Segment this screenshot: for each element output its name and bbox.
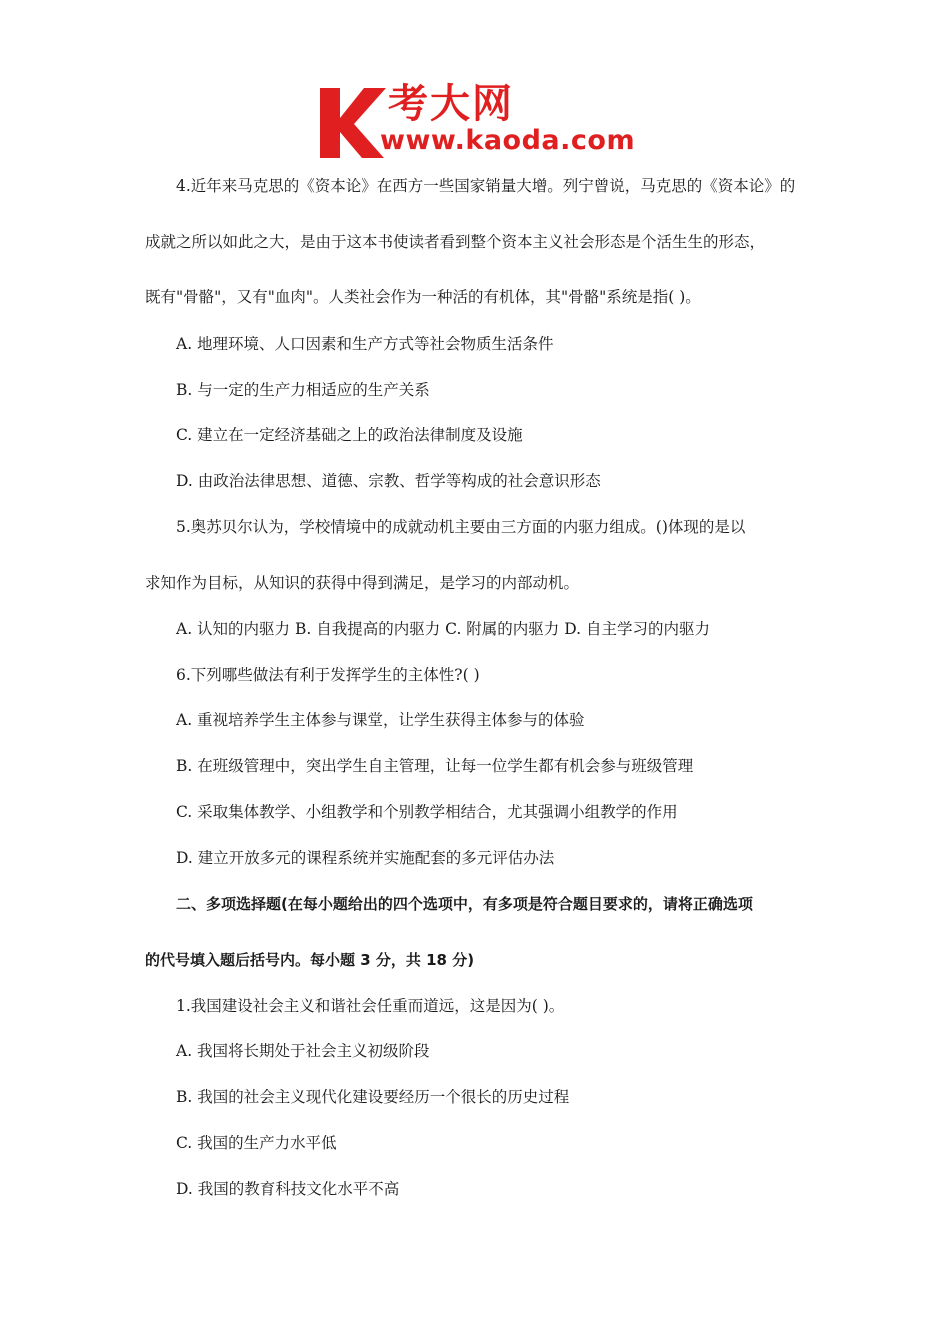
question-5-options: A. 认知的内驱力 B. 自我提高的内驱力 C. 附属的内驱力 D. 自主学习的内驱力 (176, 620, 710, 638)
mc-question-1-option-d: D. 我国的教育科技文化水平不高 (176, 1180, 400, 1198)
question-4-line-2: 成就之所以如此之大，是由于这本书使读者看到整个资本主义社会形态是个活生生的形态， (145, 233, 766, 251)
mc-question-1-option-b: B. 我国的社会主义现代化建设要经历一个很长的历史过程 (176, 1088, 570, 1106)
question-5-line-1: 5.奥苏贝尔认为，学校情境中的成就动机主要由三方面的内驱力组成。()体现的是以 (176, 518, 746, 536)
mc-question-1-option-a: A. 我国将长期处于社会主义初级阶段 (176, 1042, 430, 1060)
question-4-option-d: D. 由政治法律思想、道德、宗教、哲学等构成的社会意识形态 (176, 472, 601, 490)
question-6-option-c: C. 采取集体教学、小组教学和个别教学相结合，尤其强调小组教学的作用 (176, 803, 678, 821)
logo-name: 考大网 (388, 81, 514, 127)
question-4-line-1: 4.近年来马克思的《资本论》在西方一些国家销量大增。列宁曾说，马克思的《资本论》的 (176, 177, 796, 195)
section-2-heading-line-1: 二、多项选择题(在每小题给出的四个选项中，有多项是符合题目要求的，请将正确选项 (176, 895, 753, 913)
question-6-stem: 6.下列哪些做法有利于发挥学生的主体性?( ) (176, 666, 480, 684)
section-2-heading-line-2: 的代号填入题后括号内。每小题 3 分，共 18 分) (145, 951, 475, 969)
logo-url: www.kaoda.com (380, 125, 636, 156)
question-6-option-d: D. 建立开放多元的课程系统并实施配套的多元评估办法 (176, 849, 555, 867)
mc-question-1-stem: 1.我国建设社会主义和谐社会任重而道远，这是因为( )。 (176, 997, 565, 1015)
question-4-option-b: B. 与一定的生产力相适应的生产关系 (176, 381, 430, 399)
question-4-option-c: C. 建立在一定经济基础之上的政治法律制度及设施 (176, 426, 523, 444)
question-4-option-a: A. 地理环境、人口因素和生产方式等社会物质生活条件 (176, 335, 554, 353)
k-mark-icon (318, 80, 388, 160)
mc-question-1-option-c: C. 我国的生产力水平低 (176, 1134, 337, 1152)
kaoda-logo (318, 80, 638, 160)
question-6-option-b: B. 在班级管理中，突出学生自主管理，让每一位学生都有机会参与班级管理 (176, 757, 694, 775)
question-6-option-a: A. 重视培养学生主体参与课堂，让学生获得主体参与的体验 (176, 711, 585, 729)
question-5-line-2: 求知作为目标，从知识的获得中得到满足，是学习的内部动机。 (145, 574, 580, 592)
question-4-line-3: 既有"骨骼"，又有"血肉"。人类社会作为一种活的有机体，其"骨骼"系统是指( )。 (145, 288, 701, 306)
